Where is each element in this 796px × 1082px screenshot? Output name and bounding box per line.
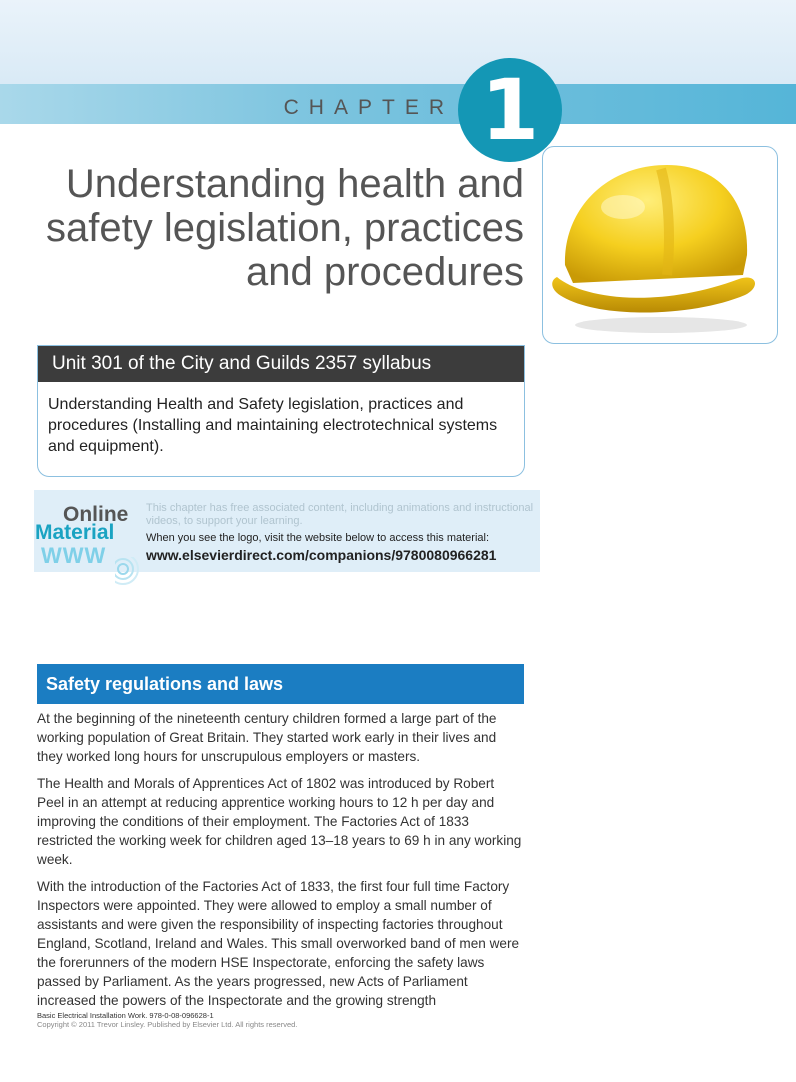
chapter-number: 1 [480,61,540,159]
paragraph: The Health and Morals of Apprentices Act of 1802 was introduced by Robert Peel in an attempt at reducing apprentice working hours to 12 h per day and improving the conditions of their employment. The Factories Act of 1833 restricted the working week for children aged 13–18 years to 69 h in any working week. [37,776,522,867]
title-line-1: Understanding health and [65,162,524,206]
logo-www-text: WWW [41,543,107,568]
top-band [0,0,796,84]
signal-rings-icon [115,557,143,587]
online-material-text [146,502,536,563]
section-body [37,709,523,1018]
logo-material-text: Material [35,521,115,544]
chapter-title [24,162,524,294]
footer-copyright: Copyright © 2011 Trevor Linsley. Published by Elsevier Ltd. All rights reserved. [37,1020,298,1029]
online-material-logo [35,503,143,587]
online-instruction: When you see the logo, visit the website below to access this material: [146,532,490,544]
online-intro: This chapter has free associated content, including animations and instructional videos, to support your learning. [146,502,534,527]
hard-hat-icon [543,147,777,343]
title-line-3: and procedures [246,250,524,294]
hard-hat-image-frame [542,146,778,344]
unit-header: Unit 301 of the City and Guilds 2357 syllabus [38,346,524,382]
unit-description: Understanding Health and Safety legislation, practices and procedures (Installing and maintaining electrotechnical systems and equipment). [48,396,498,455]
page-footer [37,1011,637,1029]
logo-online-text: Online [63,503,129,526]
unit-box [37,345,525,477]
footer-book-info: Basic Electrical Installation Work. 978-0-08-096628-1 [37,1011,214,1020]
paragraph: With the introduction of the Factories Act of 1833, the first four full time Factory Inspectors were appointed. They were allowed to employ a small number of assistants and were given the responsibility of inspecting factories throughout England, Scotland, Ireland and Wales. This small overworked band of men were the forerunners of the modern HSE Inspectorate, enforcing the safety laws passed by Parliament. As the years progressed, new Acts of Parliament increased the powers of the Inspectorate and the growing strength [37,879,520,1008]
chapter-label: CHAPTER [283,96,454,119]
paragraph: At the beginning of the nineteenth century children formed a large part of the working population of Great Britain. They started work early in their lives and they worked long hours for unscrupulous employers or masters. [37,711,497,764]
section-heading: Safety regulations and laws [37,664,524,704]
companion-url[interactable]: www.elsevierdirect.com/companions/9780080966281 [146,547,497,563]
title-line-2: safety legislation, practices [45,206,524,250]
